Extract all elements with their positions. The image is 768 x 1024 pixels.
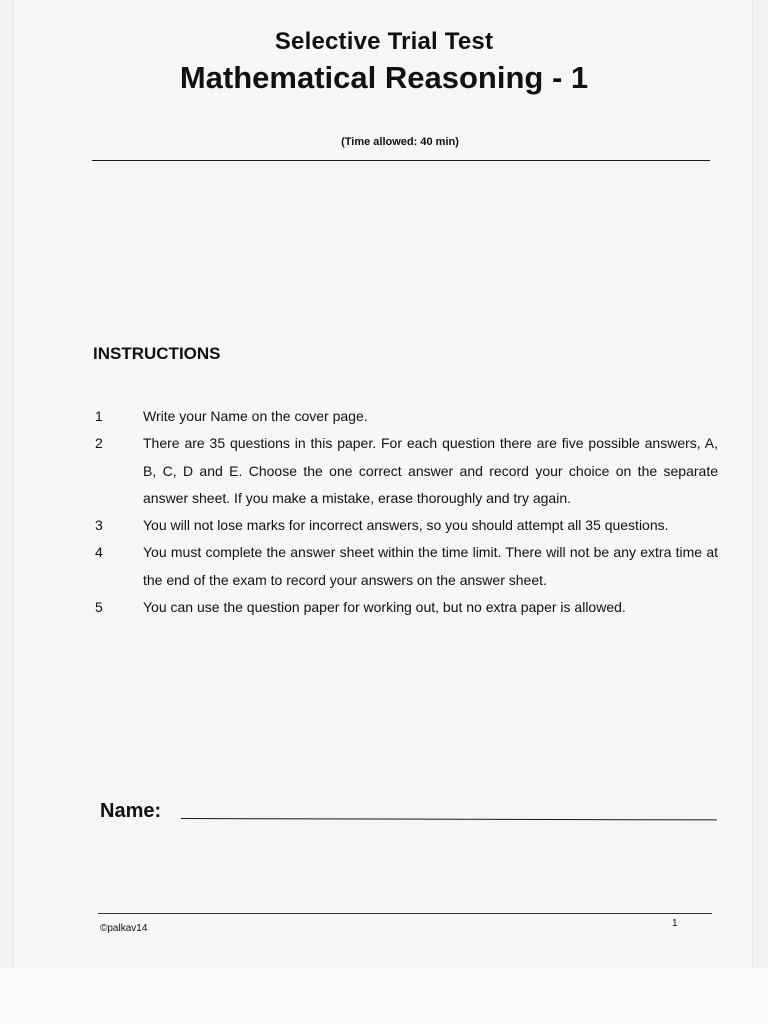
instruction-number: 5 (95, 599, 103, 616)
name-label: Name: (100, 800, 162, 822)
page-number: 1 (672, 918, 678, 929)
instruction-number: 4 (95, 544, 103, 561)
instruction-text: You will not lose marks for incorrect answers, so you should attempt all 35 questions. (143, 517, 669, 534)
instruction-text: You must complete the answer sheet within the time limit. There will not be any extra time at the end of the exam to record your answers on the answer sheet. (143, 544, 718, 588)
instruction-item (93, 594, 718, 621)
copyright-text: ©palkav14 (100, 923, 148, 934)
time-allowed: (Time allowed: 40 min) (341, 136, 459, 148)
instructions-list (93, 403, 718, 621)
background-margin (0, 968, 768, 1024)
instruction-number: 2 (95, 435, 103, 452)
document-subtitle: Selective Trial Test (274, 28, 494, 55)
instruction-item (93, 430, 718, 512)
instruction-text: You can use the question paper for working out, but no extra paper is allowed. (143, 599, 626, 616)
instruction-text: Write your Name on the cover page. (143, 408, 368, 424)
instruction-item (93, 403, 718, 430)
instruction-item (93, 539, 718, 594)
instruction-text: There are 35 questions in this paper. For each question there are five possible answers, A, B, C, D and E. Choose the one correct answer and record your choice on the separate answer sheet. If you make a mistake, erase thoroughly and try again. (143, 435, 718, 506)
header-divider (92, 160, 710, 161)
instruction-item (93, 512, 718, 539)
footer-divider (98, 913, 712, 914)
instruction-number: 1 (95, 408, 103, 424)
document-title: Mathematical Reasoning - 1 (179, 60, 589, 95)
instruction-number: 3 (95, 517, 103, 534)
instructions-heading: INSTRUCTIONS (93, 344, 221, 363)
